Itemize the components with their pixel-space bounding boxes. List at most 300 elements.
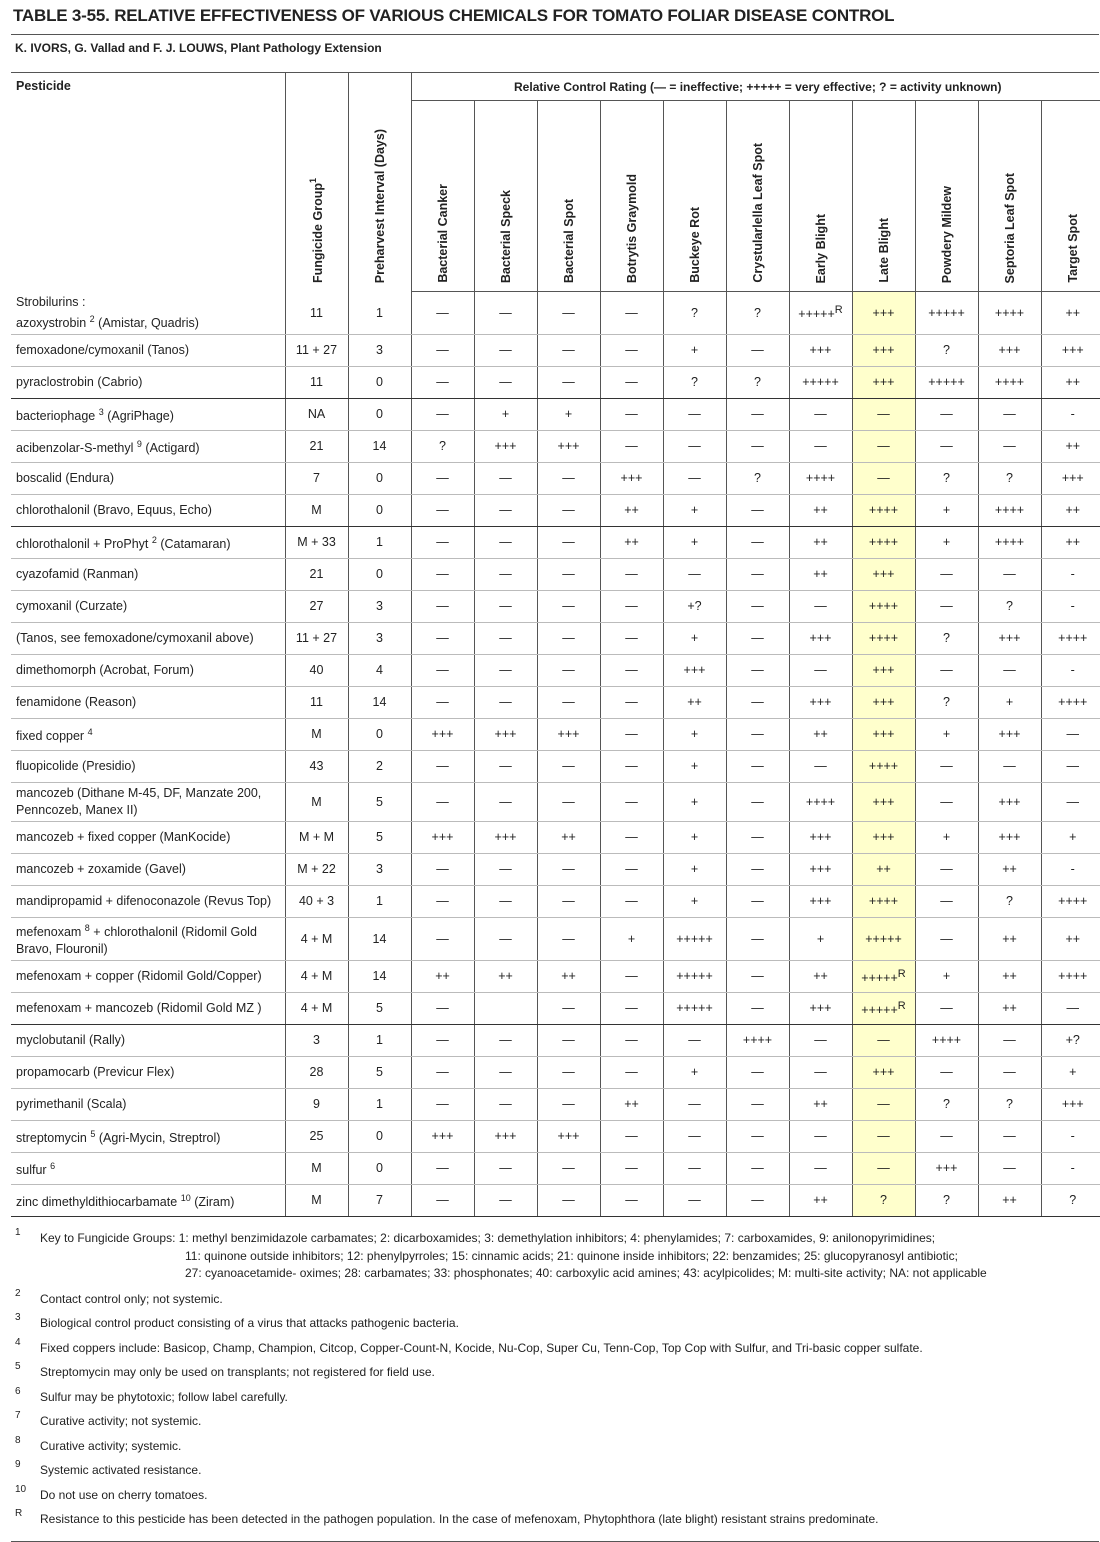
table-row (11, 1024, 1100, 1056)
rating-late-blight: — (852, 430, 915, 462)
rating-early-blight: +++ (789, 622, 852, 654)
fungicide-group-cell: 28 (285, 1056, 348, 1088)
rating-powdery-mildew: ? (915, 334, 978, 366)
rating-botrytis-graymold: — (600, 821, 663, 853)
header-bacterial-canker: Bacterial Canker (411, 101, 474, 292)
rating-bacterial-speck: + (474, 398, 537, 430)
resistance-marker: R (897, 967, 906, 980)
rating-crystularlella-leaf-spot: — (726, 1184, 789, 1216)
pesticide-name: chlorothalonil (16, 502, 90, 517)
rating-bacterial-spot: — (537, 558, 600, 590)
rating-botrytis-graymold: — (600, 1024, 663, 1056)
rating-bacterial-spot: — (537, 462, 600, 494)
rating-early-blight: +++ (789, 853, 852, 885)
rating-bacterial-spot: — (537, 1024, 600, 1056)
fungicide-group-cell: 9 (285, 1088, 348, 1120)
pesticide-name: mancozeb + fixed copper (16, 829, 157, 844)
trade-names: (Scala) (86, 1096, 127, 1111)
rating-septoria-leaf-spot: +++ (978, 334, 1041, 366)
fungicide-group-cell: 40 + 3 (285, 885, 348, 917)
rating-late-blight: — (852, 398, 915, 430)
pesticide-cell (11, 654, 285, 686)
header-botrytis-graymold: Botrytis Graymold (600, 101, 663, 292)
rating-late-blight: ++++ (852, 750, 915, 782)
fungicide-group-cell: 4 + M (285, 960, 348, 992)
pesticide-cell (11, 1056, 285, 1088)
rating-late-blight: +++ (852, 654, 915, 686)
rating-early-blight: ++++ (789, 462, 852, 494)
table-row (11, 430, 1100, 462)
preharvest-interval-cell: 3 (348, 622, 411, 654)
rating-early-blight: + (789, 917, 852, 960)
preharvest-interval-cell: 0 (348, 462, 411, 494)
rating-target-spot: - (1041, 558, 1100, 590)
rating-botrytis-graymold: ++ (600, 494, 663, 526)
rating-target-spot: ++ (1041, 917, 1100, 960)
rating-bacterial-speck: — (474, 1184, 537, 1216)
rating-buckeye-rot: ? (663, 292, 726, 335)
header-target-spot: Target Spot (1041, 101, 1100, 292)
rating-bacterial-spot: — (537, 686, 600, 718)
header-pesticide: Pesticide (16, 79, 71, 93)
rating-septoria-leaf-spot: — (978, 430, 1041, 462)
rating-buckeye-rot: — (663, 558, 726, 590)
rating-buckeye-rot: + (663, 821, 726, 853)
fungicide-group-cell: 3 (285, 1024, 348, 1056)
rating-buckeye-rot: — (663, 430, 726, 462)
rating-bacterial-speck: — (474, 292, 537, 335)
pesticide-name: myclobutanil (16, 1032, 86, 1047)
fungicide-group-cell: 21 (285, 430, 348, 462)
rating-buckeye-rot: ? (663, 366, 726, 398)
rating-powdery-mildew: + (915, 960, 978, 992)
rating-bacterial-spot: — (537, 526, 600, 558)
pesticide-cell (11, 366, 285, 398)
rating-bacterial-spot: — (537, 992, 600, 1024)
rating-bacterial-canker: — (411, 462, 474, 494)
rating-bacterial-canker: — (411, 782, 474, 821)
rating-botrytis-graymold: — (600, 430, 663, 462)
fungicide-group-cell: 25 (285, 1120, 348, 1152)
rating-bacterial-spot: + (537, 398, 600, 430)
rating-bacterial-speck: — (474, 462, 537, 494)
rating-crystularlella-leaf-spot: — (726, 992, 789, 1024)
rating-bacterial-speck: +++ (474, 1120, 537, 1152)
trade-names: (Ziram) (194, 1194, 235, 1209)
rating-buckeye-rot: + (663, 526, 726, 558)
rating-crystularlella-leaf-spot: — (726, 430, 789, 462)
rating-early-blight: +++ (789, 992, 852, 1024)
pesticide-name: mefenoxam (16, 924, 82, 939)
rating-bacterial-spot: — (537, 334, 600, 366)
fungicide-group-cell: M + M (285, 821, 348, 853)
rating-bacterial-spot: — (537, 494, 600, 526)
fungicide-group-cell: 43 (285, 750, 348, 782)
rating-bacterial-speck: — (474, 1088, 537, 1120)
rating-powdery-mildew: — (915, 558, 978, 590)
rating-bacterial-spot: ++ (537, 960, 600, 992)
rating-buckeye-rot: +? (663, 590, 726, 622)
trade-names: (Ridomil Gold/Copper) (137, 968, 262, 983)
pesticide-name: acibenzolar-S-methyl (16, 440, 134, 455)
pesticide-name: streptomycin (16, 1130, 87, 1145)
rating-bacterial-canker: — (411, 590, 474, 622)
rating-late-blight: ++++ (852, 526, 915, 558)
pesticide-cell (11, 462, 285, 494)
rating-target-spot: ? (1041, 1184, 1100, 1216)
rating-crystularlella-leaf-spot: — (726, 853, 789, 885)
fungicide-group-cell: 21 (285, 558, 348, 590)
rating-late-blight: — (852, 1120, 915, 1152)
rating-bacterial-canker: +++ (411, 821, 474, 853)
rating-powdery-mildew: — (915, 885, 978, 917)
preharvest-interval-cell: 2 (348, 750, 411, 782)
rating-late-blight: ++++ (852, 590, 915, 622)
rating-septoria-leaf-spot: ++++ (978, 292, 1041, 335)
preharvest-interval-cell: 1 (348, 292, 411, 335)
rating-bacterial-spot: +++ (537, 430, 600, 462)
rating-septoria-leaf-spot: ++ (978, 917, 1041, 960)
pesticide-cell (11, 853, 285, 885)
fungicide-group-cell: M (285, 718, 348, 750)
rating-crystularlella-leaf-spot: — (726, 782, 789, 821)
rating-bacterial-speck: — (474, 853, 537, 885)
effectiveness-table (11, 73, 1100, 1217)
rating-botrytis-graymold: ++ (600, 1088, 663, 1120)
authors-line: K. IVORS, G. Vallad and F. J. LOUWS, Plant Pathology Extension (15, 41, 382, 55)
rating-botrytis-graymold: — (600, 292, 663, 335)
rating-bacterial-spot: +++ (537, 1120, 600, 1152)
rating-powdery-mildew: +++++ (915, 366, 978, 398)
rating-crystularlella-leaf-spot: — (726, 558, 789, 590)
rating-early-blight: — (789, 1056, 852, 1088)
pesticide-cell: mefenoxam $^8$ + chlorothalonil (Ridomil Gold Bravo, Flouronil) (11, 917, 285, 960)
pesticide-name: zinc dimethyldithiocarbamate (16, 1194, 178, 1209)
rating-early-blight: +++ (789, 686, 852, 718)
rating-target-spot: + (1041, 1056, 1100, 1088)
rating-crystularlella-leaf-spot: — (726, 917, 789, 960)
table-row (11, 821, 1100, 853)
fungicide-group-cell: 11 (285, 686, 348, 718)
rating-septoria-leaf-spot: +++ (978, 782, 1041, 821)
rating-buckeye-rot: + (663, 494, 726, 526)
rating-bacterial-canker: — (411, 750, 474, 782)
trade-names: (Acrobat, Forum) (99, 662, 194, 677)
rating-bacterial-speck: — (474, 526, 537, 558)
rating-early-blight: — (789, 398, 852, 430)
rating-early-blight: — (789, 750, 852, 782)
rating-bacterial-speck: — (474, 782, 537, 821)
rating-septoria-leaf-spot: ? (978, 1088, 1041, 1120)
header-late-blight: Late Blight (852, 101, 915, 292)
rating-crystularlella-leaf-spot: — (726, 686, 789, 718)
rating-bacterial-speck: — (474, 917, 537, 960)
table-row (11, 558, 1100, 590)
trade-names: (Catamaran) (160, 536, 231, 551)
pesticide-cell: acibenzolar-S-methyl $^9$ (Actigard) (11, 430, 285, 462)
preharvest-interval-cell: 0 (348, 718, 411, 750)
rating-septoria-leaf-spot: +++ (978, 718, 1041, 750)
rating-botrytis-graymold: — (600, 1184, 663, 1216)
rating-septoria-leaf-spot: ++++ (978, 526, 1041, 558)
rating-powdery-mildew: — (915, 654, 978, 686)
rating-target-spot: — (1041, 750, 1100, 782)
rating-bacterial-spot: — (537, 292, 600, 335)
pesticide-name: pyrimethanil (16, 1096, 84, 1111)
rating-crystularlella-leaf-spot: — (726, 1120, 789, 1152)
rating-crystularlella-leaf-spot: — (726, 885, 789, 917)
pesticide-cell (11, 885, 285, 917)
rating-early-blight: ++ (789, 494, 852, 526)
table-row (11, 292, 1100, 335)
rating-late-blight: +++ (852, 1056, 915, 1088)
rating-septoria-leaf-spot: — (978, 398, 1041, 430)
rating-septoria-leaf-spot: — (978, 1120, 1041, 1152)
rating-botrytis-graymold: — (600, 718, 663, 750)
rating-target-spot: - (1041, 590, 1100, 622)
table-row (11, 782, 1100, 821)
rating-septoria-leaf-spot: — (978, 1024, 1041, 1056)
table-row (11, 494, 1100, 526)
rating-bacterial-speck: — (474, 686, 537, 718)
rating-target-spot: - (1041, 654, 1100, 686)
rating-buckeye-rot: — (663, 1088, 726, 1120)
preharvest-interval-cell: 0 (348, 1152, 411, 1184)
rating-early-blight: ++ (789, 960, 852, 992)
pesticide-name: azoxystrobin (16, 315, 87, 330)
preharvest-interval-cell: 5 (348, 1056, 411, 1088)
table-row (11, 750, 1100, 782)
rating-powdery-mildew: + (915, 821, 978, 853)
table-row (11, 366, 1100, 398)
trade-names: (Rally) (88, 1032, 126, 1047)
rating-buckeye-rot: +++++ (663, 960, 726, 992)
pesticide-cell (11, 1088, 285, 1120)
rating-late-blight: +++ (852, 718, 915, 750)
pesticide-cell (11, 622, 285, 654)
table-row (11, 622, 1100, 654)
rating-botrytis-graymold: ++ (600, 526, 663, 558)
rating-late-blight: ? (852, 1184, 915, 1216)
trade-names: + chlorothalonil (Ridomil Gold Bravo, Flouronil) (16, 924, 257, 956)
rating-botrytis-graymold: — (600, 686, 663, 718)
rating-bacterial-canker: — (411, 1024, 474, 1056)
rating-target-spot: ++++ (1041, 622, 1100, 654)
rating-bacterial-canker: — (411, 853, 474, 885)
rating-septoria-leaf-spot: ? (978, 462, 1041, 494)
rating-septoria-leaf-spot: + (978, 686, 1041, 718)
rating-bacterial-canker: — (411, 1152, 474, 1184)
trade-names: (Dithane M-45, DF, Manzate 200, Penncozeb, Manex II) (16, 785, 262, 817)
rating-powdery-mildew: — (915, 398, 978, 430)
preharvest-interval-cell: 0 (348, 494, 411, 526)
rating-powdery-mildew: +++ (915, 1152, 978, 1184)
rating-bacterial-speck: ++ (474, 960, 537, 992)
rating-septoria-leaf-spot: ++ (978, 1184, 1041, 1216)
rating-early-blight: ++ (789, 558, 852, 590)
rating-powdery-mildew: ? (915, 622, 978, 654)
rating-late-blight: +++ (852, 782, 915, 821)
preharvest-interval-cell: 14 (348, 917, 411, 960)
rating-bacterial-canker: ++ (411, 960, 474, 992)
fungicide-group-cell: 4 + M (285, 992, 348, 1024)
rating-powdery-mildew: — (915, 853, 978, 885)
rating-bacterial-canker: ? (411, 430, 474, 462)
rating-late-blight: ++++ (852, 622, 915, 654)
fungicide-group-cell: 11 + 27 (285, 622, 348, 654)
table-row (11, 1120, 1100, 1152)
pesticide-cell: chlorothalonil + ProPhyt $^2$ (Catamaran) (11, 526, 285, 558)
preharvest-interval-cell: 3 (348, 853, 411, 885)
rating-powdery-mildew: +++++ (915, 292, 978, 335)
bottom-rule (11, 1541, 1099, 1542)
rating-target-spot: — (1041, 992, 1100, 1024)
rating-botrytis-graymold: — (600, 885, 663, 917)
rating-late-blight: +++ (852, 821, 915, 853)
rating-bacterial-speck: — (474, 654, 537, 686)
rating-bacterial-speck: — (474, 334, 537, 366)
fungicide-group-cell: M (285, 494, 348, 526)
fungicide-group-cell: M (285, 1184, 348, 1216)
rating-powdery-mildew: ? (915, 462, 978, 494)
trade-names: (Cabrio) (97, 374, 143, 389)
preharvest-interval-cell: 14 (348, 960, 411, 992)
trade-names: (AgriPhage) (107, 408, 174, 423)
pesticide-cell (11, 782, 285, 821)
rating-target-spot: +++ (1041, 462, 1100, 494)
rating-crystularlella-leaf-spot: — (726, 654, 789, 686)
rating-early-blight: — (789, 1024, 852, 1056)
rating-powdery-mildew: ? (915, 1184, 978, 1216)
table-row (11, 718, 1100, 750)
rating-target-spot: ++ (1041, 292, 1100, 335)
pesticide-name: fenamidone (16, 694, 82, 709)
rating-late-blight: +++ (852, 292, 915, 335)
rating-botrytis-graymold: — (600, 1120, 663, 1152)
rating-early-blight: +++ (789, 821, 852, 853)
rating-target-spot: ++++ (1041, 686, 1100, 718)
fungicide-group-cell: 11 + 27 (285, 334, 348, 366)
rating-early-blight: +++ (789, 334, 852, 366)
rating-late-blight: +++++$^R$ (852, 992, 915, 1024)
pesticide-name: sulfur (16, 1162, 47, 1177)
rating-bacterial-canker: — (411, 334, 474, 366)
rating-target-spot: ++++ (1041, 885, 1100, 917)
pesticide-cell (11, 821, 285, 853)
trade-names: (Revus Top) (203, 893, 272, 908)
pesticide-cell (11, 334, 285, 366)
rating-septoria-leaf-spot: — (978, 1056, 1041, 1088)
rating-powdery-mildew: — (915, 917, 978, 960)
rating-target-spot: ++ (1041, 430, 1100, 462)
rating-early-blight: ++ (789, 1088, 852, 1120)
resistance-marker: R (897, 999, 906, 1012)
rating-late-blight: +++ (852, 334, 915, 366)
rating-early-blight: ++ (789, 1184, 852, 1216)
rating-buckeye-rot: — (663, 1184, 726, 1216)
rating-crystularlella-leaf-spot: — (726, 1152, 789, 1184)
rating-crystularlella-leaf-spot: — (726, 526, 789, 558)
trade-names: (ManKocide) (159, 829, 231, 844)
rating-target-spot: ++++ (1041, 960, 1100, 992)
pesticide-cell (11, 750, 285, 782)
pesticide-name: mancozeb + zoxamide (16, 861, 142, 876)
rating-bacterial-speck: — (474, 1152, 537, 1184)
pesticide-cell: fixed copper $^4$ (11, 718, 285, 750)
rating-target-spot: ++ (1041, 366, 1100, 398)
rating-target-spot: +++ (1041, 334, 1100, 366)
rating-bacterial-speck: — (474, 1056, 537, 1088)
header-fungicide-group: Fungicide Group$^1$ (285, 73, 348, 292)
rating-early-blight: — (789, 590, 852, 622)
rating-bacterial-spot: — (537, 917, 600, 960)
rating-powdery-mildew: — (915, 1056, 978, 1088)
rating-crystularlella-leaf-spot: ? (726, 292, 789, 335)
rating-botrytis-graymold: — (600, 366, 663, 398)
rating-bacterial-speck: — (474, 558, 537, 590)
rating-botrytis-graymold: +++ (600, 462, 663, 494)
rating-target-spot: - (1041, 398, 1100, 430)
rating-target-spot: — (1041, 782, 1100, 821)
preharvest-interval-cell: 14 (348, 686, 411, 718)
preharvest-interval-cell: 1 (348, 1088, 411, 1120)
rating-bacterial-canker: — (411, 558, 474, 590)
rating-buckeye-rot: ++ (663, 686, 726, 718)
rating-buckeye-rot: — (663, 1024, 726, 1056)
rating-septoria-leaf-spot: ? (978, 885, 1041, 917)
rating-crystularlella-leaf-spot: — (726, 718, 789, 750)
table-row (11, 1056, 1100, 1088)
rating-bacterial-speck: — (474, 750, 537, 782)
preharvest-interval-cell: 1 (348, 1024, 411, 1056)
rating-bacterial-spot: — (537, 1184, 600, 1216)
pesticide-name: bacteriophage (16, 408, 96, 423)
rating-botrytis-graymold: + (600, 917, 663, 960)
fungicide-group-cell: 7 (285, 462, 348, 494)
table-row (11, 917, 1100, 960)
rating-bacterial-spot: — (537, 1056, 600, 1088)
rating-crystularlella-leaf-spot: — (726, 494, 789, 526)
rating-crystularlella-leaf-spot: — (726, 590, 789, 622)
rating-buckeye-rot: + (663, 1056, 726, 1088)
rating-botrytis-graymold: — (600, 654, 663, 686)
preharvest-interval-cell: 5 (348, 782, 411, 821)
preharvest-interval-cell: 0 (348, 558, 411, 590)
rating-powdery-mildew: ++++ (915, 1024, 978, 1056)
rating-early-blight: +++ (789, 885, 852, 917)
rating-target-spot: - (1041, 853, 1100, 885)
rating-botrytis-graymold: — (600, 398, 663, 430)
rating-powdery-mildew: — (915, 992, 978, 1024)
header-preharvest-interval: Preharvest Interval (Days) (348, 73, 411, 292)
rating-crystularlella-leaf-spot: — (726, 622, 789, 654)
table-row (11, 590, 1100, 622)
rating-buckeye-rot: — (663, 398, 726, 430)
rating-late-blight: — (852, 1024, 915, 1056)
rating-late-blight: ++ (852, 853, 915, 885)
pesticide-name: boscalid (16, 470, 62, 485)
rating-powdery-mildew: + (915, 718, 978, 750)
rating-crystularlella-leaf-spot: — (726, 1056, 789, 1088)
rating-early-blight: ++ (789, 718, 852, 750)
rating-late-blight: ++++ (852, 885, 915, 917)
rating-powdery-mildew: — (915, 1120, 978, 1152)
rating-bacterial-spot: +++ (537, 718, 600, 750)
preharvest-interval-cell: 0 (348, 366, 411, 398)
preharvest-interval-cell: 14 (348, 430, 411, 462)
rating-late-blight: — (852, 1088, 915, 1120)
fungicide-group-cell: 27 (285, 590, 348, 622)
